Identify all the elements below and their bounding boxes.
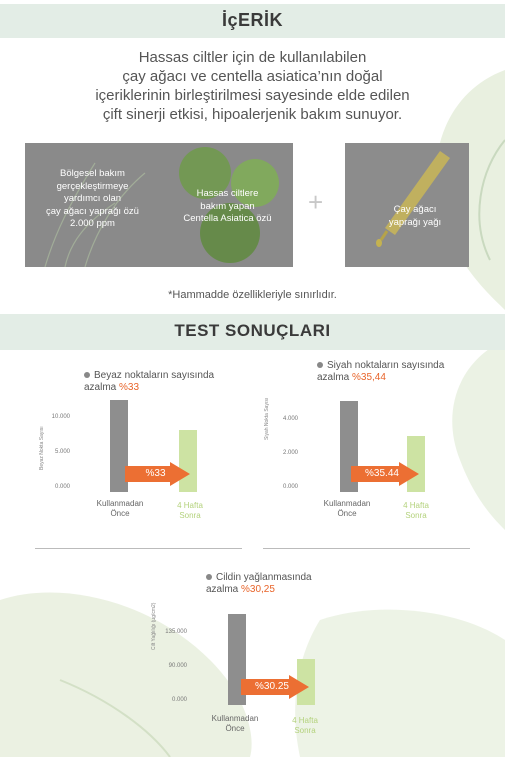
bullet-icon bbox=[84, 372, 90, 378]
stat-highlight-value: %33 bbox=[119, 382, 140, 393]
stat-caption-text: Beyaz noktaların sayısında bbox=[94, 370, 215, 381]
y-tick-label: 0.000 bbox=[282, 484, 298, 490]
x-category-after bbox=[270, 716, 340, 736]
x-category-text: Kullanmadan bbox=[96, 499, 144, 508]
tea-tree-oil-label bbox=[375, 204, 455, 229]
x-category-text: Sonra bbox=[405, 511, 427, 520]
x-category-text: 4 Hafta bbox=[292, 716, 318, 725]
x-category-text: Sonra bbox=[179, 511, 201, 520]
label-line: Bölgesel bakım bbox=[60, 168, 125, 179]
y-tick-label: 2.000 bbox=[282, 450, 298, 456]
reduction-arrow-label: %35.44 bbox=[365, 468, 399, 479]
stat-caption-line bbox=[317, 360, 444, 372]
plus-sign: + bbox=[308, 187, 324, 217]
x-category-text: Kullanmadan bbox=[211, 714, 259, 723]
y-axis-label: Cilt Yağlılığı (µg/cm2) bbox=[151, 602, 157, 650]
y-tick-label: 0.000 bbox=[171, 697, 187, 703]
y-tick-label: 5.000 bbox=[54, 449, 70, 455]
disclaimer-note: *Hammadde özellikleriyle sınırlıdır. bbox=[168, 289, 337, 301]
label-line: yardımcı olan bbox=[63, 193, 122, 204]
stat-highlight-value: %30,25 bbox=[241, 584, 275, 595]
label-line: çay ağacı yaprağı özü bbox=[46, 205, 139, 217]
y-axis-label: Siyah Nokta Sayısı bbox=[264, 397, 270, 440]
stat-caption-line bbox=[84, 382, 214, 394]
y-axis-label: Beyaz Nokta Sayısı bbox=[39, 426, 45, 470]
reduction-arrow-label: %30.25 bbox=[255, 681, 289, 692]
centella-extract-label bbox=[165, 188, 290, 226]
y-tick-label: 4.000 bbox=[282, 416, 298, 422]
y-tick-label: 135.000 bbox=[165, 629, 187, 635]
intro-line: çay ağacı ve centella asiatica’nın doğal bbox=[122, 68, 383, 85]
ingredient-photo-panel bbox=[25, 143, 293, 267]
stat-caption-black-dots bbox=[317, 360, 444, 384]
x-category-text: Önce bbox=[110, 509, 130, 518]
x-category-text: Önce bbox=[337, 509, 357, 518]
stat-caption-line bbox=[206, 572, 312, 584]
x-category-text: Sonra bbox=[294, 726, 316, 735]
bullet-icon bbox=[317, 362, 323, 368]
label-line: Centella Asiatica özü bbox=[183, 213, 272, 224]
section-title-test-results: TEST SONUÇLARI bbox=[174, 321, 331, 340]
label-line: Çay ağacı bbox=[393, 204, 437, 215]
intro-paragraph bbox=[0, 48, 505, 124]
label-line: gerçekleştirmeye bbox=[56, 180, 129, 192]
y-tick-label: 0.000 bbox=[54, 484, 70, 490]
stat-caption-white-dots bbox=[84, 370, 214, 394]
intro-line: çift sinerji etkisi, hipoalerjenik bakım sunuyor. bbox=[102, 106, 403, 123]
stat-caption-text: azalma bbox=[206, 584, 242, 595]
x-category-text: 4 Hafta bbox=[403, 501, 429, 510]
intro-line: içeriklerinin birleştirilmesi sayesinde elde edilen bbox=[95, 87, 410, 104]
x-category-before bbox=[200, 714, 270, 734]
x-category-after bbox=[381, 501, 451, 521]
divider-line bbox=[263, 548, 470, 549]
x-category-text: Kullanmadan bbox=[323, 499, 371, 508]
stat-caption-line bbox=[317, 372, 444, 384]
section-title-ingredients: İçERİK bbox=[221, 10, 284, 30]
y-tick-label: 90.000 bbox=[168, 663, 187, 669]
divider-line bbox=[35, 548, 242, 549]
x-category-text: 4 Hafta bbox=[177, 501, 203, 510]
intro-line: Hassas ciltler için de kullanılabilen bbox=[138, 49, 367, 66]
stat-caption-line bbox=[84, 370, 214, 382]
bullet-icon bbox=[206, 574, 212, 580]
stat-caption-text: azalma bbox=[84, 382, 120, 393]
label-line: 2.000 ppm bbox=[70, 218, 115, 229]
label-line: Hassas ciltlere bbox=[196, 188, 259, 199]
x-category-text: Önce bbox=[225, 724, 245, 733]
stat-caption-sebum bbox=[206, 572, 312, 596]
label-line: yaprağı yağı bbox=[388, 216, 442, 228]
stat-caption-text: azalma bbox=[317, 372, 353, 383]
stat-caption-text: Siyah noktaların sayısında bbox=[327, 360, 445, 371]
stat-highlight-value: %35,44 bbox=[352, 372, 386, 383]
y-tick-label: 10.000 bbox=[51, 414, 70, 420]
x-category-before bbox=[312, 499, 382, 519]
stat-caption-line bbox=[206, 584, 312, 596]
tea-tree-oil-photo bbox=[345, 143, 469, 267]
x-category-before bbox=[85, 499, 155, 519]
x-category-after bbox=[155, 501, 225, 521]
tea-tree-extract-label bbox=[25, 168, 160, 231]
stat-caption-text: Cildin yağlanmasında bbox=[216, 572, 312, 583]
reduction-arrow-label: %33 bbox=[145, 468, 166, 479]
label-line: bakım yapan bbox=[200, 200, 255, 212]
